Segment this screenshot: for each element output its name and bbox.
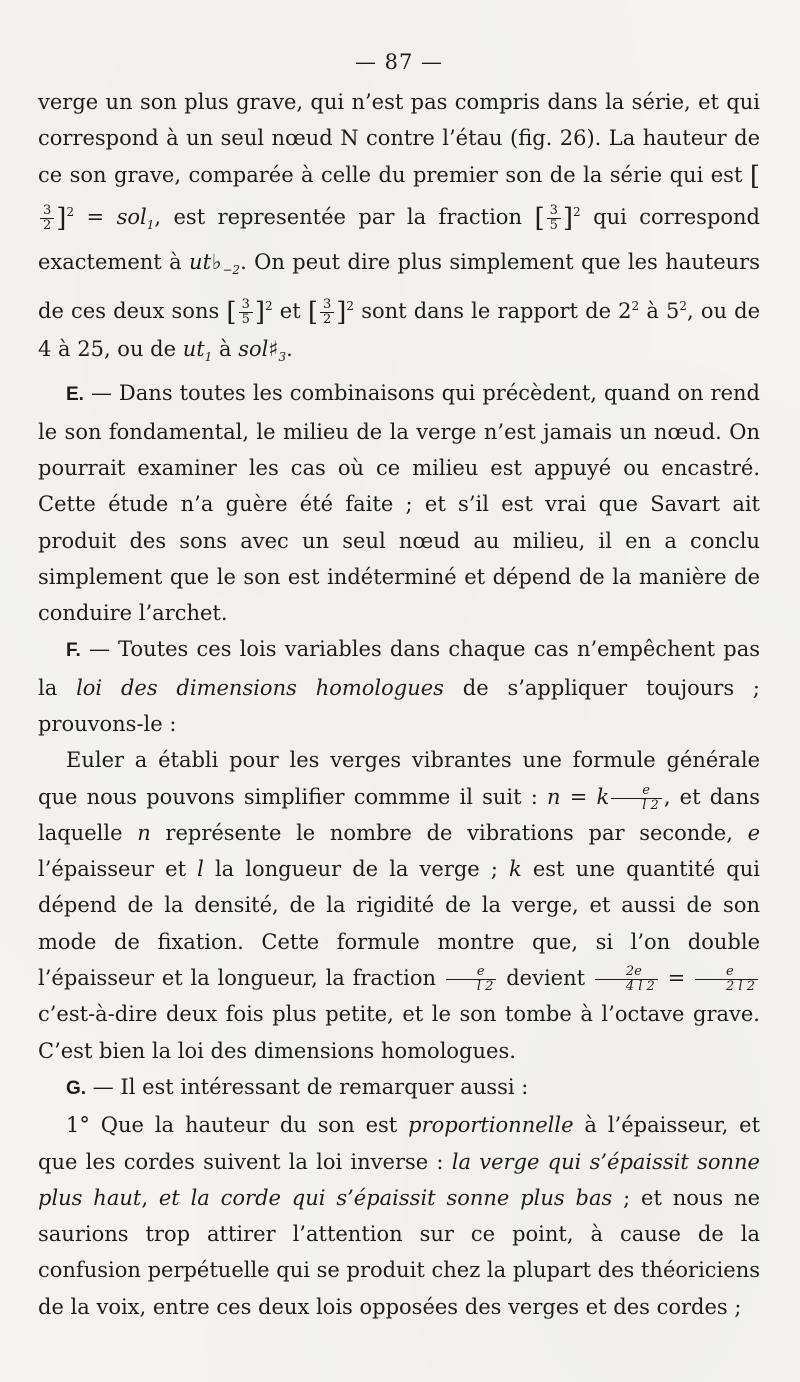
italic-text: et la corde qui s’épaissit sonne plus bas <box>158 1185 613 1210</box>
paragraph-e <box>38 375 760 631</box>
fraction-denominator: 2 <box>43 218 52 234</box>
paragraph-continuation <box>38 84 760 375</box>
section-letter: E. <box>66 384 84 406</box>
fraction-denominator: l 2 <box>642 797 659 813</box>
bracket-close: ] <box>56 203 67 234</box>
text: , et dans laquelle <box>38 784 760 845</box>
fraction-numerator: 3 <box>40 204 54 219</box>
text: Que la hauteur du son est <box>100 1113 409 1138</box>
section-letter: G. <box>66 1077 87 1099</box>
exponent: 2 <box>679 299 687 314</box>
paragraph-f <box>38 631 760 742</box>
fraction <box>40 204 54 233</box>
fraction <box>695 965 758 994</box>
fraction-numerator: 3 <box>239 298 253 313</box>
text: à <box>212 336 239 361</box>
exponent: 2 <box>66 205 75 220</box>
text: et <box>272 299 308 324</box>
fraction-denominator: 4 l 2 <box>625 979 655 995</box>
bracket-close: ] <box>254 297 265 328</box>
note-name: ut <box>182 336 205 361</box>
item-number: 1° <box>66 1113 101 1138</box>
fraction <box>595 965 658 994</box>
text: ; et nous ne saurions trop attirer l’attention sur ce point, à cause de la confusion perpétuelle qui se produit chez la plupart des théoriciens de la voix, entre ces deux lois opposées des verges et des cordes ; <box>38 1185 760 1319</box>
fraction-denominator: 5 <box>549 218 558 234</box>
text: de s’appliquer toujours ; prouvons-le : <box>38 675 760 736</box>
exponent: 2 <box>631 299 640 314</box>
text: , <box>141 1185 159 1210</box>
variable: n <box>137 820 151 845</box>
fraction-numerator: e <box>446 965 497 980</box>
text: , ou de 4 à 25, ou de <box>38 299 761 361</box>
note-name: sol♯ <box>238 336 279 361</box>
note-octave: −2 <box>222 262 241 277</box>
equals-sign: = <box>74 205 117 230</box>
fraction <box>547 204 561 233</box>
text: Euler a établi pour les verges vibrantes une formule générale que nous pouvons simplifier commme il suit : <box>38 748 760 809</box>
variable: e <box>747 820 760 845</box>
text: c’est-à-dire deux fois plus petite, et le son tombe à l’octave grave. C’est bien la loi des dimensions homologues. <box>38 1002 760 1063</box>
text: à 5 <box>639 299 680 324</box>
text: qui correspond exactement à <box>38 205 760 274</box>
bracket-close: ] <box>562 203 574 234</box>
italic-text: loi des dimensions homologues <box>76 675 444 700</box>
note-name: ut♭ <box>189 249 223 274</box>
fraction-numerator: 2e <box>595 965 658 980</box>
paragraph-g-1 <box>38 1107 760 1325</box>
note-octave: 1 <box>204 350 213 365</box>
text: — Dans toutes les combinaisons qui précèdent, quand on rend le son fondamental, le milieu de la verge n’est jamais un nœud. On pourrait examiner les cas où ce milieu est appuyé ou encastré. Cette étude n’a guère été faite ; et s’il est vrai que Savart ait produit des sons avec un seul nœud au milieu, il en a conclu simplement que le son est indéterminé et dépend de la manière de conduire l’archet. <box>38 381 760 626</box>
variable: k <box>509 857 522 882</box>
bracket-open: [ <box>534 203 545 234</box>
exponent: 2 <box>573 205 581 220</box>
exponent: 2 <box>346 299 355 314</box>
text: — Il est intéressant de remarquer aussi : <box>86 1074 529 1099</box>
text: représente le nombre de vibrations par seconde, <box>150 820 748 845</box>
paragraph-g <box>38 1069 760 1107</box>
bracket-close: ] <box>336 297 347 328</box>
text: à l’épaisseur, et que les cordes suivent la loi inverse : <box>38 1113 761 1174</box>
text: . <box>286 336 293 361</box>
fraction-numerator: e <box>695 965 758 980</box>
fraction-denominator: 2 <box>322 312 332 328</box>
note-octave: 1 <box>146 218 155 233</box>
fraction <box>446 965 497 994</box>
fraction-denominator: l 2 <box>476 979 494 995</box>
fraction-numerator: 3 <box>547 204 561 219</box>
paragraph-euler <box>38 742 760 1069</box>
formula: n = k <box>547 784 610 809</box>
italic-text: la verge qui s’épaissit sonne plus haut <box>38 1149 760 1210</box>
bracket-open: [ <box>307 297 318 328</box>
equals-sign: = <box>659 966 694 991</box>
text: verge un son plus grave, qui n’est pas compris dans la série, et qui correspond à un seul nœud N contre l’étau (fig. 26). La hauteur de ce son grave, comparée à celle du premier son de la série qui est <box>38 90 760 187</box>
text: est une quantité qui dépend de la densité, de la rigidité de la verge, et aussi de son mode de fixation. Cette formule montre que, si l’on double l’épaisseur et la longueur, la fraction <box>38 857 760 991</box>
page-number: — 87 — <box>354 50 444 74</box>
fraction-numerator: e <box>611 784 662 799</box>
text: — Toutes ces lois variables dans chaque cas n’empêchent pas la <box>38 637 760 700</box>
fraction-denominator: 5 <box>241 312 250 328</box>
text: l’épaisseur et <box>38 857 198 882</box>
bracket-open: [ <box>226 297 237 328</box>
text: la longueur de la verge ; <box>203 857 510 882</box>
fraction <box>611 784 662 813</box>
text: sont dans le rapport de 2 <box>354 299 632 324</box>
text: devient <box>498 966 593 991</box>
variable: l <box>197 857 204 882</box>
text: . On peut dire plus simplement que les hauteurs de ces deux sons <box>38 249 760 324</box>
note-name: sol <box>116 205 147 230</box>
fraction <box>320 298 334 327</box>
text: , est representée par la fraction <box>154 205 535 230</box>
section-letter: F. <box>66 640 81 662</box>
fraction <box>239 298 253 327</box>
fraction-denominator: 2 l 2 <box>726 979 755 995</box>
italic-text: proportionnelle <box>408 1113 574 1138</box>
exponent: 2 <box>265 299 273 314</box>
note-octave: 3 <box>278 350 287 365</box>
fraction-numerator: 3 <box>320 298 334 313</box>
bracket-open: [ <box>749 160 760 191</box>
